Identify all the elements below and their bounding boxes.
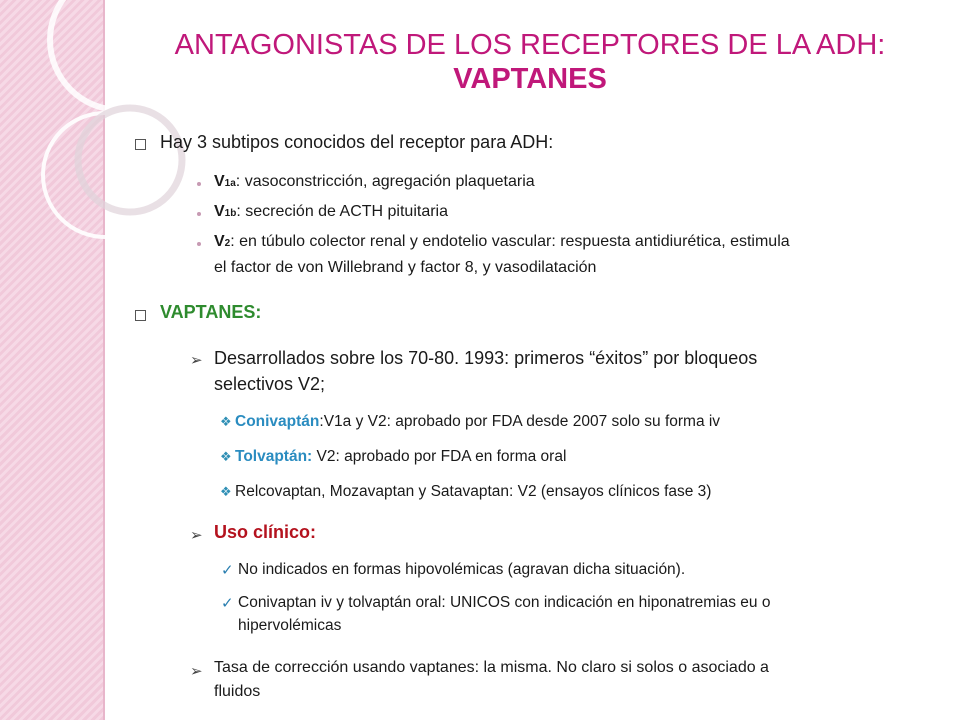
uso-item-2: Conivaptan iv y tolvaptán oral: UNICOS con indicación en hiponatremias eu o (238, 594, 771, 611)
receptor-v2: V2: en túbulo colector renal y endotelio vascular: respuesta antidiurética, estimula (214, 233, 790, 250)
dot-bullet-icon (197, 242, 201, 246)
title-line-2: VAPTANES (453, 63, 607, 95)
uso-clinico-heading: Uso clínico: (214, 522, 317, 542)
drug-tolvaptan: Tolvaptán: V2: aprobado por FDA en forma oral (235, 448, 567, 465)
dot-bullet-icon (197, 212, 201, 216)
development-line1: Desarrollados sobre los 70-80. 1993: primeros “éxitos” por bloqueos (214, 348, 758, 368)
drug-others: Relcovaptan, Mozavaptan y Satavaptan: V2 (ensayos clínicos fase 3) (235, 483, 712, 500)
square-bullet-icon (135, 139, 146, 150)
arrow-bullet-icon: ➢ (190, 527, 203, 544)
development-line2: selectivos V2; (214, 374, 326, 394)
diamond-bullet-icon: ❖ (220, 414, 232, 429)
receptor-v1b: V1b: secreción de ACTH pituitaria (214, 203, 448, 220)
tasa-line1: Tasa de corrección usando vaptanes: la misma. No claro si solos o asociado a (214, 659, 769, 676)
section1-heading: Hay 3 subtipos conocidos del receptor para ADH: (160, 132, 554, 152)
square-bullet-icon (135, 310, 146, 321)
receptor-v1a: V1a: vasoconstricción, agregación plaquetaria (214, 173, 535, 190)
tasa-line2: fluidos (214, 683, 261, 700)
diamond-bullet-icon: ❖ (220, 484, 232, 499)
diamond-bullet-icon: ❖ (220, 449, 232, 464)
decorative-circles (0, 0, 200, 720)
arrow-bullet-icon: ➢ (190, 663, 203, 680)
dot-bullet-icon (197, 182, 201, 186)
slide-title (150, 28, 910, 96)
uso-item-1: No indicados en formas hipovolémicas (agravan dicha situación). (238, 561, 686, 578)
check-bullet-icon: ✓ (221, 562, 234, 579)
title-line-1: ANTAGONISTAS DE LOS RECEPTORES DE LA ADH: (174, 29, 886, 61)
check-bullet-icon: ✓ (221, 595, 234, 612)
receptor-v2-cont: el factor de von Willebrand y factor 8, y vasodilatación (214, 259, 597, 276)
drug-conivaptan: Conivaptán:V1a y V2: aprobado por FDA desde 2007 solo su forma iv (235, 413, 721, 430)
arrow-bullet-icon: ➢ (190, 352, 203, 369)
section2-heading: VAPTANES: (160, 302, 262, 322)
uso-item-2-cont: hipervolémicas (238, 617, 342, 634)
